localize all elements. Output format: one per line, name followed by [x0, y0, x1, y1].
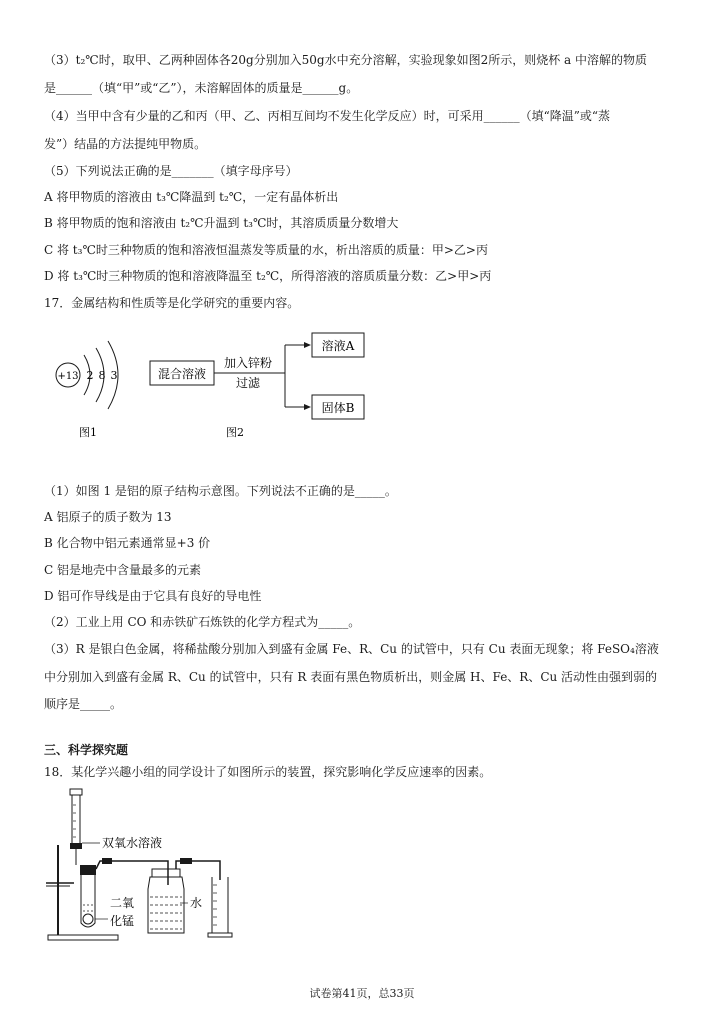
shell-1-electrons: 2 [86, 369, 94, 382]
q17-option-c: C 铝是地壳中含量最多的元素 [44, 563, 201, 577]
separation-flow-diagram [145, 325, 395, 445]
aluminum-atom-diagram [50, 330, 160, 440]
q16-option-a: A 将甲物质的溶液由 t₃℃降温到 t₂℃，一定有晶体析出 [44, 190, 339, 204]
page-footer: 试卷第41页，总33页 [309, 987, 415, 1000]
label-manganese-dioxide-1: 二氧 [110, 896, 135, 910]
q17-option-b: B 化合物中铝元素通常显+3 价 [44, 536, 211, 550]
mixed-solution-box: 混合溶液 [157, 367, 207, 381]
q16-part4-line1: （4）当甲中含有少量的乙和丙（甲、乙、丙相互间均不发生化学反应）时，可采用______（填“降温”或“蒸 [44, 109, 611, 123]
q18-text: 18．某化学兴趣小组的同学设计了如图所示的装置，探究影响化学反应速率的因素。 [44, 765, 492, 779]
section-heading: 三、科学探究题 [44, 743, 129, 757]
solid-b-box: 固体B [321, 401, 355, 415]
q17-part2: （2）工业上用 CO 和赤铁矿石炼铁的化学方程式为_____。 [44, 615, 361, 629]
figure1-caption: 图1 [79, 426, 97, 439]
q17-title: 17．金属结构和性质等是化学研究的重要内容。 [44, 296, 300, 310]
q16-part3-line1: （3）t₂℃时，取甲、乙两种固体各20g分别加入50g水中充分溶解，实验现象如图2所示，则烧杯 a 中溶解的物质 [44, 53, 648, 67]
label-hydrogen-peroxide: 双氧水溶液 [102, 836, 163, 850]
q16-part4-line2: 发”）结晶的方法提纯甲物质。 [44, 137, 207, 151]
shell-3-electrons: 3 [110, 369, 118, 382]
q17-part3-line2: 中分别加入到盛有金属 R、Cu 的试管中，只有 R 表面有黑色物质析出，则金属 H、Fe、R、Cu 活动性由强到弱的 [44, 670, 658, 684]
q16-option-c: C 将 t₃℃时三种物质的饱和溶液恒温蒸发等质量的水，析出溶质的质量：甲>乙>丙 [44, 243, 488, 257]
add-zinc-label: 加入锌粉 [223, 356, 273, 370]
q17-part3-line1: （3）R 是银白色金属，将稀盐酸分别加入到盛有金属 Fe、R、Cu 的试管中，只有 Cu 表面无现象；将 FeSO₄溶液 [44, 642, 659, 656]
q16-option-b: B 将甲物质的饱和溶液由 t₂℃升温到 t₃℃时，其溶质质量分数增大 [44, 216, 399, 230]
apparatus-diagram [40, 785, 280, 945]
q17-option-d: D 铝可作导线是由于它具有良好的导电性 [44, 589, 262, 603]
solution-a-box: 溶液A [321, 339, 355, 353]
q17-option-a: A 铝原子的质子数为 13 [44, 510, 172, 524]
q16-option-d: D 将 t₃℃时三种物质的饱和溶液降温至 t₂℃，所得溶液的溶质质量分数：乙>甲>丙 [44, 269, 492, 283]
q16-part3-line2: 是______（填“甲”或“乙”），未溶解固体的质量是______g。 [44, 81, 359, 95]
label-manganese-dioxide-2: 化锰 [110, 914, 135, 928]
q17-part3-line3: 顺序是_____。 [44, 697, 123, 711]
q17-part1: （1）如图 1 是铝的原子结构示意图。下列说法不正确的是_____。 [44, 484, 397, 498]
filter-label: 过滤 [235, 376, 261, 390]
q16-part5: （5）下列说法正确的是_______（填字母序号） [44, 164, 298, 178]
figure2-caption: 图2 [226, 426, 244, 439]
label-water: 水 [190, 896, 203, 910]
nucleus-charge: +13 [57, 371, 79, 382]
shell-2-electrons: 8 [98, 369, 106, 382]
